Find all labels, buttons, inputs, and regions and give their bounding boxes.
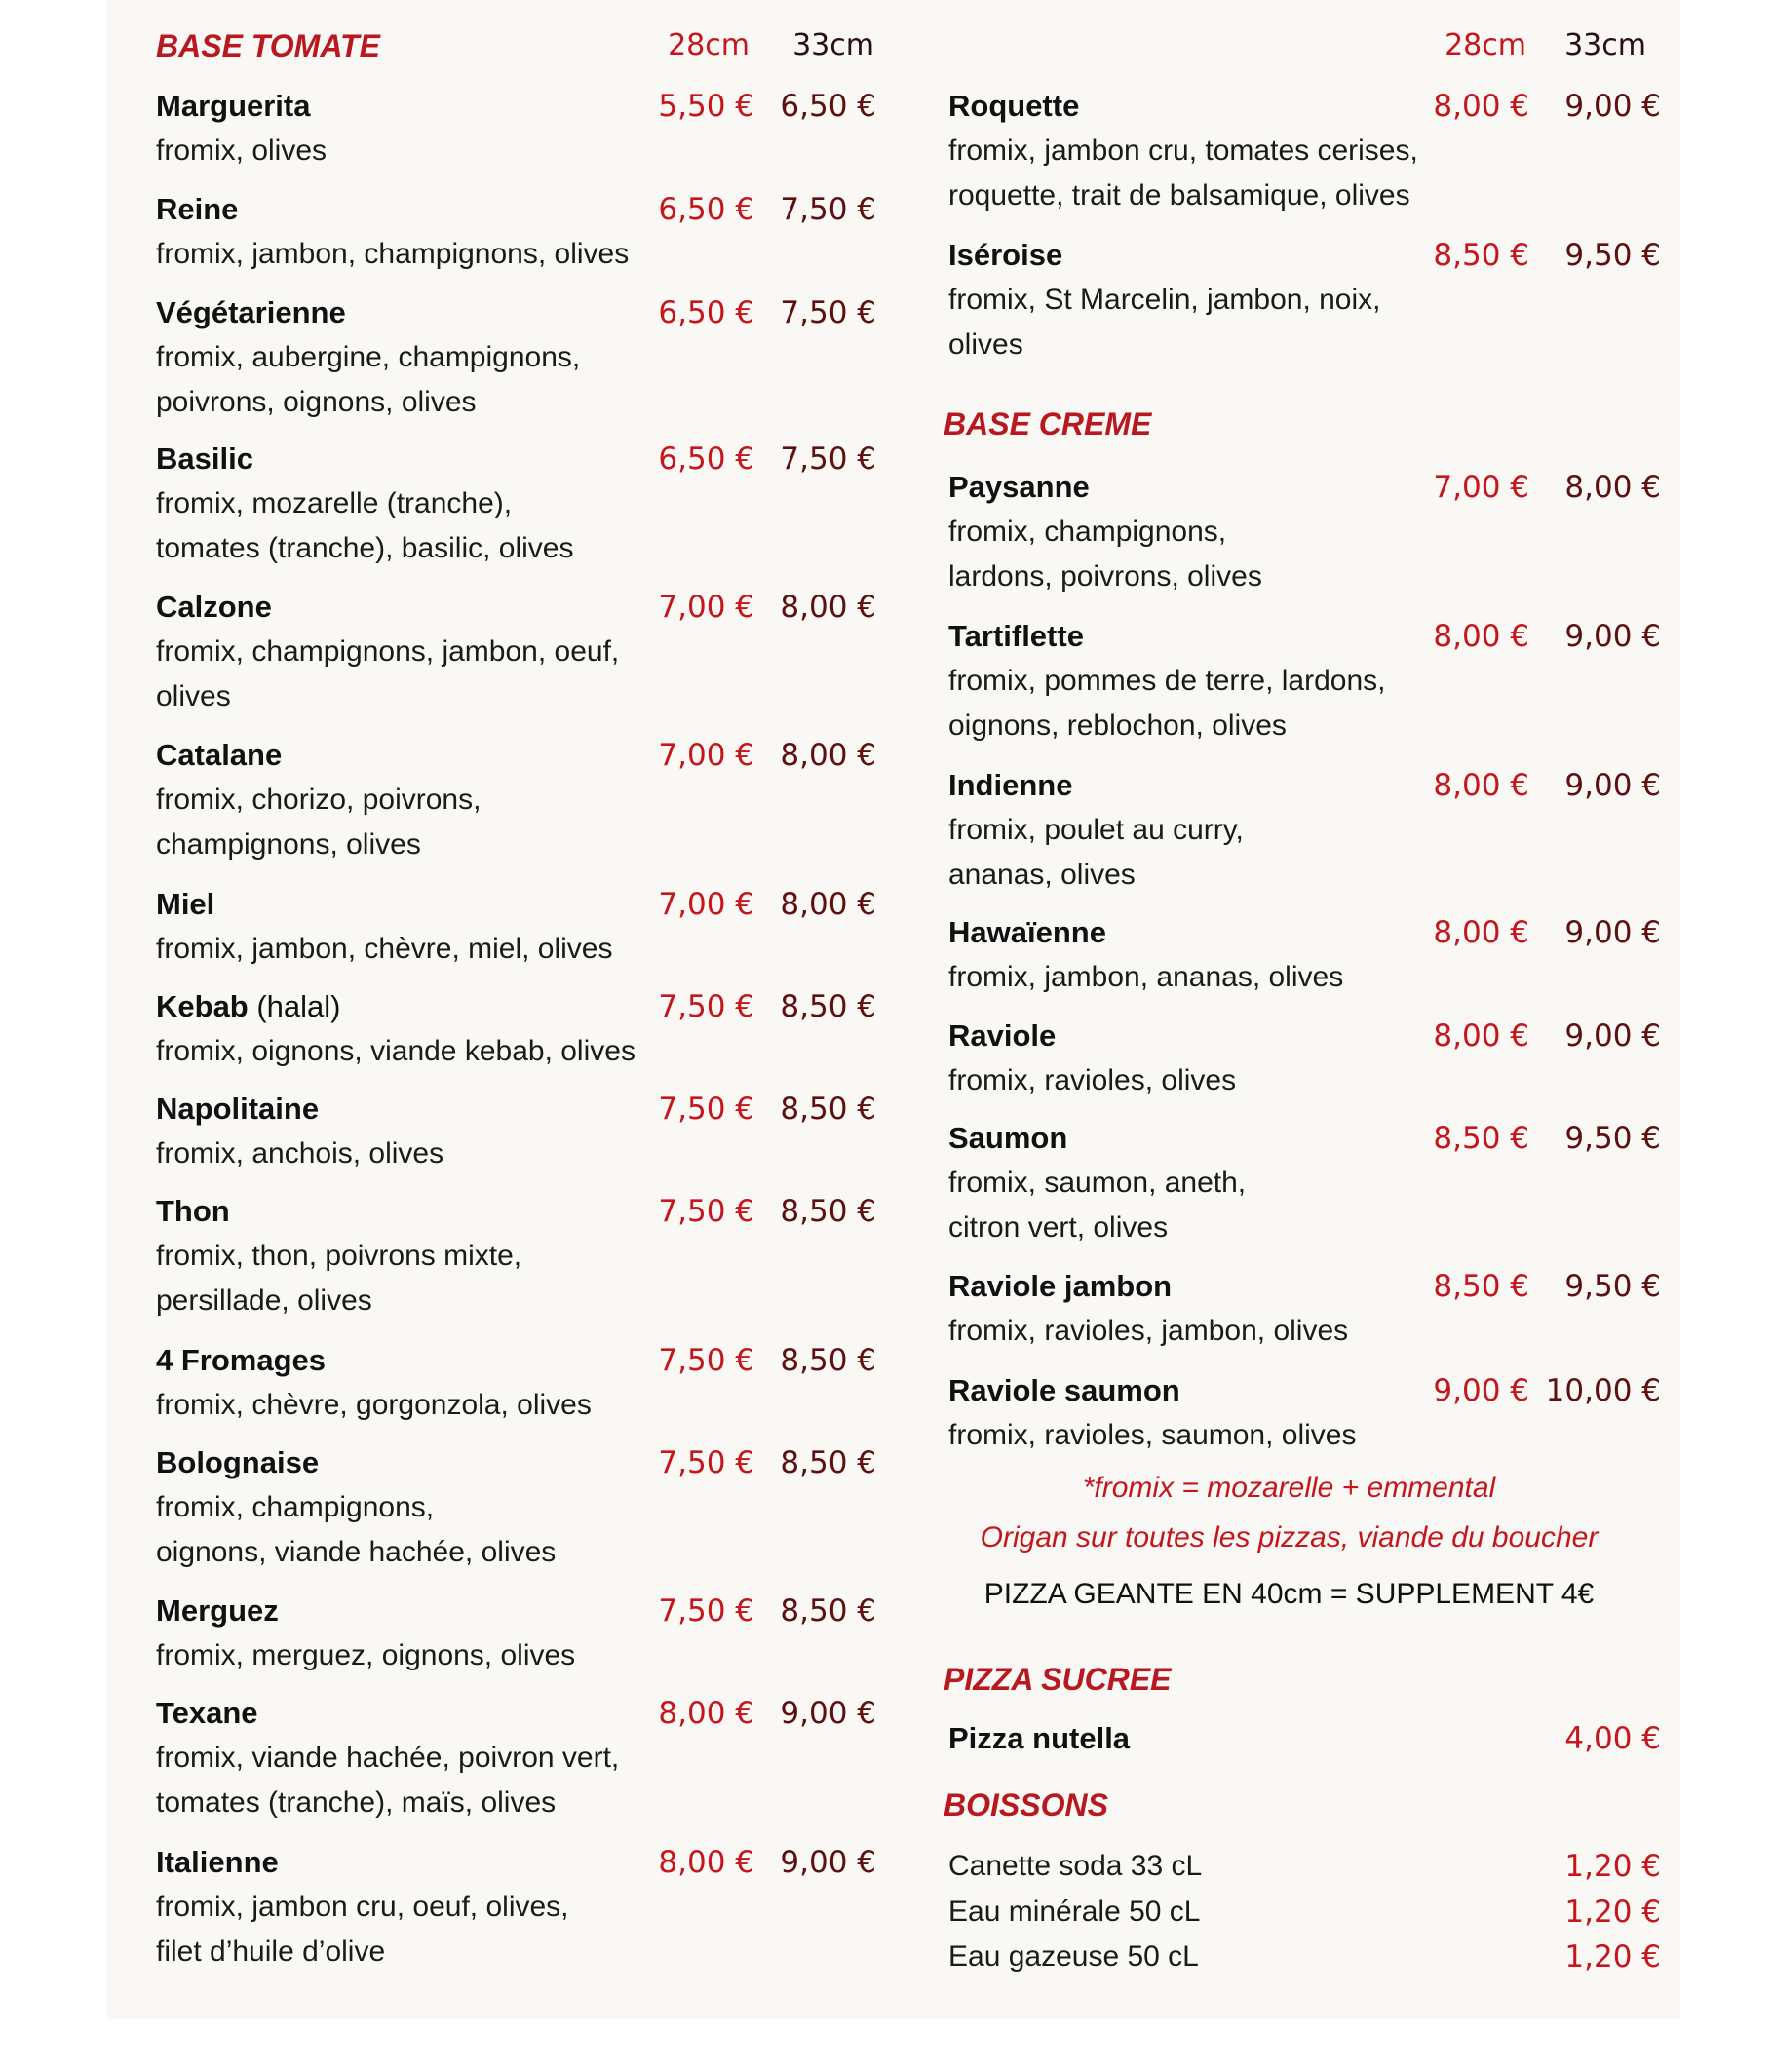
price-33cm: 9,50 € bbox=[1564, 1269, 1661, 1304]
creme-item bbox=[948, 763, 1244, 898]
pizza-name: Végétarienne bbox=[156, 295, 346, 329]
price-33cm: 8,50 € bbox=[780, 1343, 876, 1378]
pizza-ingredients: fromix, aubergine, champignons, bbox=[156, 341, 581, 373]
tomate-item bbox=[156, 84, 327, 173]
sucree-price: 4,00 € bbox=[1564, 1721, 1661, 1756]
price-28cm: 7,00 € bbox=[1433, 470, 1529, 505]
tomate-item bbox=[156, 187, 629, 277]
price-33cm: 9,00 € bbox=[1564, 915, 1661, 950]
price-33cm: 10,00 € bbox=[1545, 1373, 1661, 1408]
price-28cm: 8,00 € bbox=[658, 1696, 754, 1731]
pizza-name: Paysanne bbox=[948, 470, 1090, 504]
heading-boissons: BOISSONS bbox=[944, 1787, 1108, 1823]
price-33cm: 8,50 € bbox=[780, 1593, 876, 1629]
pizza-ingredients: citron vert, olives bbox=[948, 1211, 1169, 1244]
pizza-ingredients: fromix, viande hachée, poivron vert, bbox=[156, 1742, 620, 1774]
pizza-ingredients: fromix, champignons, bbox=[948, 516, 1227, 548]
price-28cm: 8,00 € bbox=[1433, 768, 1529, 803]
pizza-ingredients: fromix, ravioles, saumon, olives bbox=[948, 1419, 1357, 1451]
price-33cm: 9,00 € bbox=[1564, 768, 1661, 803]
pizza-ingredients: fromix, St Marcelin, jambon, noix, bbox=[948, 284, 1381, 316]
pizza-name: Raviole saumon bbox=[948, 1373, 1180, 1407]
pizza-ingredients: fromix, champignons, jambon, oeuf, bbox=[156, 635, 620, 668]
pizza-name: Hawaïenne bbox=[948, 915, 1106, 949]
pizza-ingredients: fromix, poulet au curry, bbox=[948, 814, 1244, 846]
size-header-28cm-right: 28cm bbox=[1445, 28, 1526, 62]
tomate-item bbox=[156, 733, 481, 867]
pizza-name: Reine bbox=[156, 192, 239, 226]
pizza-ingredients: fromix, jambon, ananas, olives bbox=[948, 961, 1344, 993]
pizza-ingredients: fromix, anchois, olives bbox=[156, 1137, 444, 1170]
drink-name: Canette soda 33 cL bbox=[948, 1850, 1203, 1882]
pizza-ingredients: fromix, mozarelle (tranche), bbox=[156, 487, 513, 519]
pizza-name: Thon bbox=[156, 1194, 230, 1228]
pizza-name: Marguerita bbox=[156, 89, 311, 123]
tomate-item bbox=[156, 1840, 569, 1975]
price-33cm: 9,50 € bbox=[1564, 238, 1661, 273]
creme-item bbox=[948, 1014, 1236, 1103]
size-header-28cm: 28cm bbox=[668, 28, 750, 62]
pizza-name: Texane bbox=[156, 1696, 258, 1730]
price-28cm: 7,00 € bbox=[658, 887, 754, 922]
price-33cm: 9,00 € bbox=[1564, 89, 1661, 124]
price-28cm: 8,50 € bbox=[1433, 1269, 1529, 1304]
price-28cm: 8,50 € bbox=[1433, 238, 1529, 273]
price-28cm: 6,50 € bbox=[658, 441, 754, 477]
pizza-ingredients: fromix, oignons, viande kebab, olives bbox=[156, 1035, 636, 1067]
price-33cm: 8,00 € bbox=[780, 887, 876, 922]
price-33cm: 6,50 € bbox=[780, 89, 876, 124]
price-28cm: 8,00 € bbox=[1433, 619, 1529, 654]
pizza-name: Napolitaine bbox=[156, 1092, 320, 1126]
note-fromix: *fromix = mozarelle + emmental bbox=[1082, 1472, 1496, 1504]
note-origan: Origan sur toutes les pizzas, viande du boucher bbox=[980, 1521, 1599, 1554]
sucree-name: Pizza nutella bbox=[948, 1721, 1131, 1755]
pizza-name: Roquette bbox=[948, 89, 1080, 123]
price-33cm: 7,50 € bbox=[780, 295, 876, 330]
tomate-right-item bbox=[948, 233, 1380, 367]
pizza-ingredients: fromix, thon, poivrons mixte, bbox=[156, 1240, 522, 1272]
price-28cm: 7,50 € bbox=[658, 1593, 754, 1629]
price-33cm: 9,00 € bbox=[1564, 619, 1661, 654]
pizza-name: Raviole jambon bbox=[948, 1269, 1173, 1303]
pizza-name: Bolognaise bbox=[156, 1445, 320, 1479]
pizza-ingredients: fromix, jambon cru, oeuf, olives, bbox=[156, 1891, 569, 1923]
price-28cm: 7,00 € bbox=[658, 590, 754, 625]
creme-item bbox=[948, 1264, 1348, 1354]
pizza-name: Calzone bbox=[156, 590, 272, 624]
tomate-item bbox=[156, 585, 619, 719]
pizza-ingredients: fromix, jambon, chèvre, miel, olives bbox=[156, 933, 613, 965]
pizza-ingredients: lardons, poivrons, olives bbox=[948, 560, 1262, 593]
price-28cm: 7,50 € bbox=[658, 1445, 754, 1480]
pizza-name: Kebab (halal) bbox=[156, 989, 341, 1023]
pizza-ingredients: fromix, champignons, bbox=[156, 1491, 435, 1523]
pizza-ingredients: fromix, olives bbox=[156, 134, 328, 167]
price-28cm: 7,00 € bbox=[658, 738, 754, 773]
pizza-ingredients: fromix, merguez, oignons, olives bbox=[156, 1639, 576, 1671]
price-28cm: 8,50 € bbox=[1433, 1121, 1529, 1156]
price-33cm: 7,50 € bbox=[780, 441, 876, 477]
pizza-name: Basilic bbox=[156, 441, 253, 476]
tomate-item bbox=[156, 882, 613, 972]
pizza-ingredients: persillade, olives bbox=[156, 1285, 372, 1317]
pizza-ingredients: champignons, olives bbox=[156, 828, 421, 861]
pizza-ingredients: roquette, trait de balsamique, olives bbox=[948, 179, 1410, 211]
tomate-item bbox=[156, 1087, 443, 1176]
size-header-33cm-right: 33cm bbox=[1564, 28, 1646, 62]
price-33cm: 8,50 € bbox=[780, 989, 876, 1024]
note-pizza-geante: PIZZA GEANTE EN 40cm = SUPPLEMENT 4€ bbox=[983, 1578, 1595, 1610]
price-28cm: 7,50 € bbox=[658, 1194, 754, 1229]
drink-price: 1,20 € bbox=[1564, 1939, 1661, 1975]
drink-price: 1,20 € bbox=[1564, 1895, 1661, 1930]
pizza-name: Indienne bbox=[948, 768, 1073, 802]
pizza-name: Iséroise bbox=[948, 238, 1063, 272]
pizza-ingredients: tomates (tranche), basilic, olives bbox=[156, 532, 574, 564]
pizza-ingredients: fromix, ravioles, olives bbox=[948, 1064, 1237, 1096]
pizza-name: Catalane bbox=[156, 738, 283, 772]
pizza-ingredients: oignons, viande hachée, olives bbox=[156, 1536, 557, 1568]
price-28cm: 7,50 € bbox=[658, 989, 754, 1024]
drink-name: Eau minérale 50 cL bbox=[948, 1896, 1201, 1928]
tomate-item bbox=[156, 1338, 592, 1428]
pizza-ingredients: fromix, chèvre, gorgonzola, olives bbox=[156, 1389, 592, 1421]
pizza-note: (halal) bbox=[248, 989, 341, 1023]
tomate-right-item bbox=[948, 84, 1418, 218]
pizza-name: Raviole bbox=[948, 1018, 1057, 1053]
price-33cm: 8,00 € bbox=[780, 738, 876, 773]
price-28cm: 8,00 € bbox=[1433, 1018, 1529, 1054]
price-28cm: 6,50 € bbox=[658, 295, 754, 330]
drink-name: Eau gazeuse 50 cL bbox=[948, 1940, 1199, 1973]
pizza-ingredients: fromix, pommes de terre, lardons, bbox=[948, 665, 1386, 697]
price-33cm: 9,00 € bbox=[780, 1845, 876, 1880]
pizza-ingredients: fromix, ravioles, jambon, olives bbox=[948, 1315, 1349, 1347]
price-33cm: 8,00 € bbox=[780, 590, 876, 625]
pizza-ingredients: oignons, reblochon, olives bbox=[948, 710, 1287, 742]
pizza-name: Tartiflette bbox=[948, 619, 1084, 653]
price-28cm: 8,00 € bbox=[1433, 915, 1529, 950]
price-33cm: 8,50 € bbox=[780, 1194, 876, 1229]
size-header-33cm: 33cm bbox=[792, 28, 874, 62]
price-28cm: 7,50 € bbox=[658, 1343, 754, 1378]
heading-pizza-sucree: PIZZA SUCREE bbox=[944, 1662, 1172, 1697]
pizza-ingredients: fromix, saumon, aneth, bbox=[948, 1167, 1247, 1199]
pizza-ingredients: fromix, jambon cru, tomates cerises, bbox=[948, 134, 1418, 167]
creme-item bbox=[948, 614, 1386, 748]
price-28cm: 9,00 € bbox=[1433, 1373, 1529, 1408]
creme-item bbox=[948, 910, 1343, 1000]
price-28cm: 8,00 € bbox=[1433, 89, 1529, 124]
pizza-ingredients: olives bbox=[948, 328, 1023, 361]
pizza-name: Italienne bbox=[156, 1845, 279, 1879]
pizza-ingredients: poivrons, oignons, olives bbox=[156, 386, 477, 418]
creme-item bbox=[948, 465, 1262, 599]
drink-price: 1,20 € bbox=[1564, 1849, 1661, 1884]
price-33cm: 8,50 € bbox=[780, 1445, 876, 1480]
creme-item bbox=[948, 1368, 1356, 1458]
pizza-ingredients: fromix, jambon, champignons, olives bbox=[156, 238, 630, 270]
price-33cm: 9,00 € bbox=[780, 1696, 876, 1731]
pizza-ingredients: fromix, chorizo, poivrons, bbox=[156, 784, 482, 816]
pizza-name: Miel bbox=[156, 887, 215, 921]
tomate-item bbox=[156, 1440, 556, 1575]
creme-item bbox=[948, 1116, 1246, 1250]
price-28cm: 7,50 € bbox=[658, 1092, 754, 1127]
pizza-name: Saumon bbox=[948, 1121, 1068, 1155]
pizza-ingredients: ananas, olives bbox=[948, 859, 1136, 891]
price-33cm: 9,00 € bbox=[1564, 1018, 1661, 1054]
tomate-item bbox=[156, 1189, 521, 1324]
tomate-item bbox=[156, 437, 574, 571]
pizza-name: Merguez bbox=[156, 1593, 279, 1628]
price-28cm: 6,50 € bbox=[658, 192, 754, 227]
tomate-item bbox=[156, 1589, 575, 1678]
heading-base-tomate: BASE TOMATE bbox=[156, 28, 380, 63]
price-33cm: 7,50 € bbox=[780, 192, 876, 227]
pizza-ingredients: tomates (tranche), maïs, olives bbox=[156, 1786, 557, 1819]
pizza-name: 4 Fromages bbox=[156, 1343, 327, 1377]
tomate-item bbox=[156, 290, 580, 425]
pizza-ingredients: filet d’huile d’olive bbox=[156, 1936, 386, 1968]
price-28cm: 5,50 € bbox=[658, 89, 754, 124]
heading-base-creme: BASE CREME bbox=[944, 406, 1152, 441]
price-33cm: 9,50 € bbox=[1564, 1121, 1661, 1156]
tomate-item bbox=[156, 1691, 619, 1825]
tomate-item bbox=[156, 984, 636, 1074]
price-28cm: 8,00 € bbox=[658, 1845, 754, 1880]
pizza-ingredients: olives bbox=[156, 680, 231, 712]
price-33cm: 8,50 € bbox=[780, 1092, 876, 1127]
price-33cm: 8,00 € bbox=[1564, 470, 1661, 505]
